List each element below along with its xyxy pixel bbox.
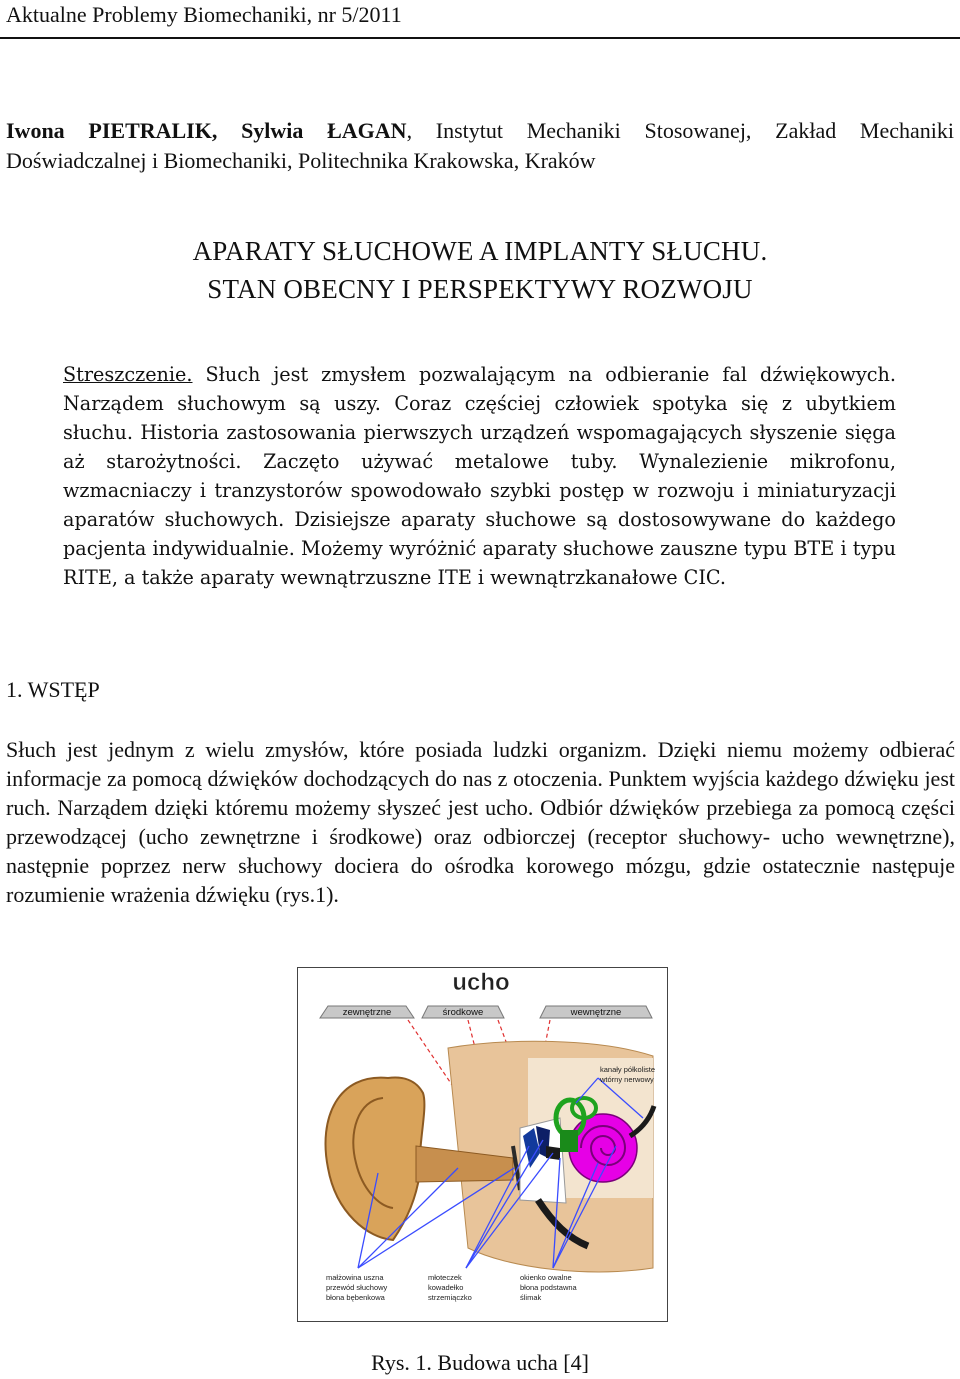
tab-outer-label: zewnętrzne <box>342 1007 392 1018</box>
title-line-2: STAN OBECNY I PERSPEKTYWY ROZWOJU <box>207 274 753 304</box>
section-paragraph: Słuch jest jednym z wielu zmysłów, które posiada ludzki organizm. Dzięki niemu możemy odbierać informacje za pomocą dźwięków dochodzących do nas z otoczenia. Punktem wyjścia każdego dźwięku jest ruch. Narządem dzięki któremu możemy słyszeć jest ucho. Odbiór dźwięków przebiega za pomocą części przewodzącej (ucho zewnętrzne i środkowe) oraz odbiorczej (receptor słuchowy- ucho wewnętrzne), następnie poprzez nerw słuchowy dociera do ośrodka korowego mózgu, gdzie ostatecznie następuje rozumienie wrażenia dźwięku (rys.1). <box>6 737 955 907</box>
author-names: Iwona PIETRALIK, Sylwia ŁAGAN <box>6 118 407 143</box>
label-cochlea: ślimak <box>520 1293 542 1302</box>
author-block <box>6 116 954 176</box>
author-affiliation: , Instytut Mechaniki Stosowanej, Zakład Mechaniki Doświadczalnej i Biomechaniki, Politechnika Krakowska, Kraków <box>6 118 955 173</box>
label-stapes: strzemiączko <box>428 1293 472 1302</box>
section-heading: 1. WSTĘP <box>6 677 100 702</box>
labels-bottom-left <box>326 1273 388 1302</box>
ear-diagram <box>298 968 667 1321</box>
labels-bottom-right <box>520 1273 578 1302</box>
labels-top-right <box>599 1065 655 1084</box>
figure-tabs <box>320 1006 652 1018</box>
abstract-lead: Streszczenie. <box>63 363 193 386</box>
abstract-text: Słuch jest zmysłem pozwalającym na odbieranie fal dźwiękowych. Narządem słuchowym są uszy. Coraz częściej człowiek spotyka się z ubytkiem słuchu. Historia zastosowania pierwszych urządzeń wspomagających słyszenie sięga aż starożytności. Zaczęto używać metalowe tuby. Wynalezienie mikrofonu, wzmacniaczy i tranzystorów spowodowało szybki postęp w rozwoju i miniaturyzacji aparatów słuchowych. Dzisiejsze aparaty słuchowe są dostosowywane do każdego pacjenta indywidualnie. Możemy wyróżnić aparaty słuchowe zauszne typu BTE i typu RITE, a także aparaty wewnątrzuszne ITE i wewnątrzkanałowe CIC. <box>63 363 896 589</box>
ear-anatomy-figure <box>297 967 668 1322</box>
label-nerve: wtórny nerwowy <box>600 1075 654 1084</box>
paper-title <box>0 232 960 308</box>
figure-caption: Rys. 1. Budowa ucha [4] <box>371 1350 589 1375</box>
vestibule <box>560 1130 578 1152</box>
label-basilar-membrane: błona podstawna <box>520 1283 577 1292</box>
label-pinna: małżowina uszna <box>326 1273 384 1282</box>
labels-bottom-mid <box>428 1273 472 1302</box>
tab-inner-label: wewnętrzne <box>570 1007 622 1018</box>
header-rule <box>0 37 960 39</box>
label-ear-canal: przewód słuchowy <box>326 1283 388 1292</box>
label-incus: kowadełko <box>428 1283 464 1292</box>
title-line-1: APARATY SŁUCHOWE A IMPLANTY SŁUCHU. <box>192 236 768 266</box>
label-oval-window: okienko owalne <box>520 1273 572 1282</box>
journal-header: Aktualne Problemy Biomechaniki, nr 5/2011 <box>6 2 402 27</box>
figure-title: ucho <box>452 969 510 996</box>
label-malleus: młoteczek <box>428 1273 462 1282</box>
abstract <box>63 360 896 592</box>
tab-middle-label: środkowe <box>442 1007 484 1018</box>
label-eardrum: błona bębenkowa <box>326 1293 385 1302</box>
label-semicircular-canals: kanały półkoliste <box>600 1065 656 1074</box>
